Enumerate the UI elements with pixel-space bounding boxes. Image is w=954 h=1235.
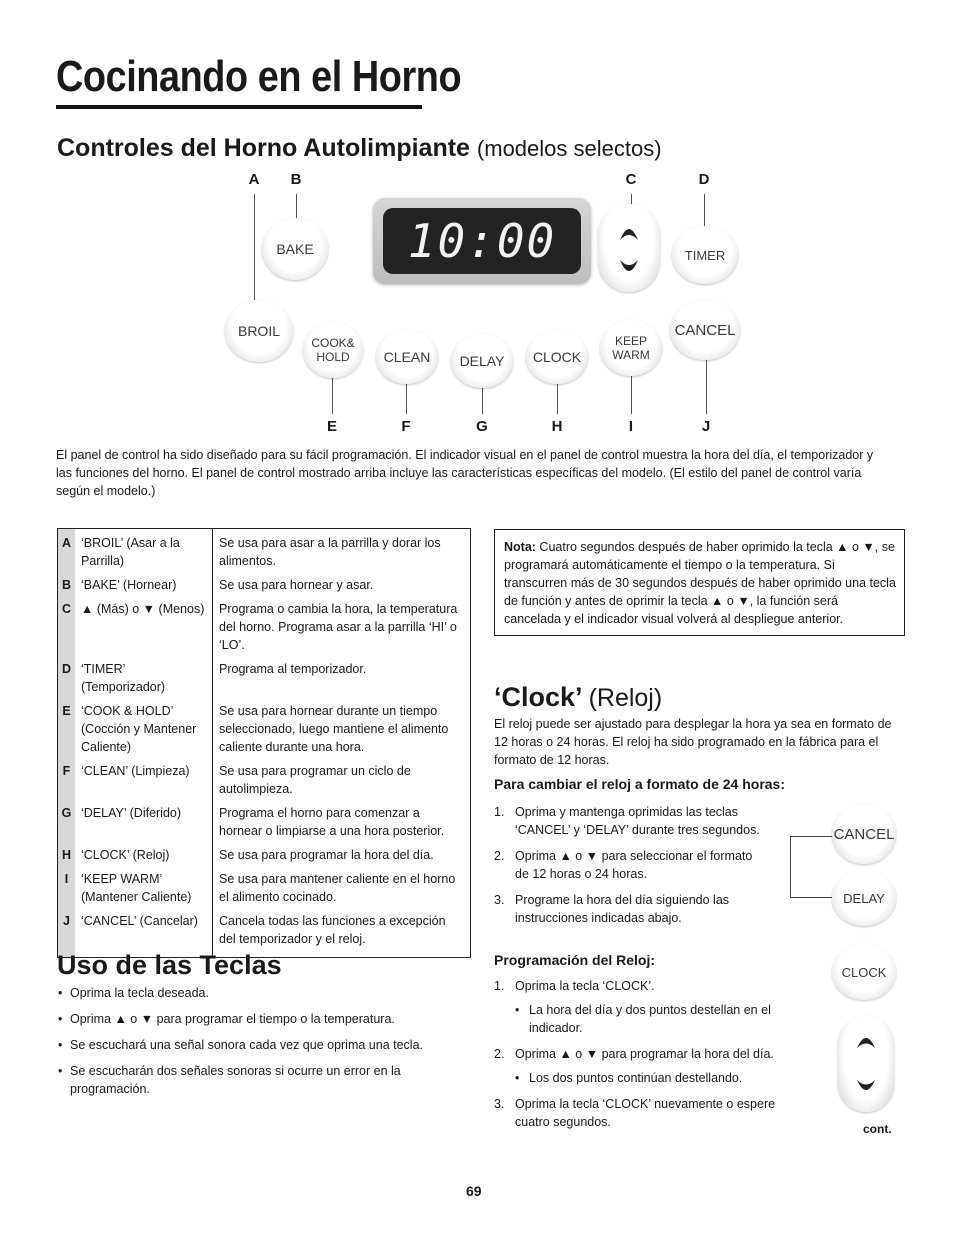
broil-button[interactable]: BROIL: [225, 300, 293, 362]
label-f: F: [401, 418, 411, 435]
row-description: Programa o cambia la hora, la temperatura del horno. Programa asar a la parrilla ‘HI’ o ‘LO’.: [219, 602, 458, 652]
row-name: ‘CANCEL’ (Cancelar): [75, 909, 213, 958]
row-name: ‘COOK & HOLD’ (Cocción y Mantener Caliente): [75, 699, 213, 759]
cook-hold-label-1: COOK&: [311, 336, 355, 350]
section-heading-text: Controles del Horno Autolimpiante: [57, 134, 470, 162]
clock-sub-program: Programación del Reloj:: [494, 952, 656, 968]
label-j: J: [701, 418, 711, 435]
row-key: E: [58, 699, 76, 759]
page-title: Cocinando en el Horno: [56, 52, 462, 101]
leader-f: [406, 382, 407, 414]
continued-label: cont.: [863, 1122, 892, 1136]
page-number: 69: [466, 1183, 482, 1199]
row-key: D: [58, 657, 76, 699]
row-name: ‘TIMER’ (Temporizador): [75, 657, 213, 699]
list-item: [494, 847, 762, 883]
timer-button[interactable]: TIMER: [672, 226, 738, 284]
note-text: Cuatro segundos después de haber oprimido la tecla ▲ o ▼, se programará automáticamente el tiempo o la temperatura. Si transcurren más de 30 segundos después de haber oprimido una tecla de función y antes de oprimir la tecla ▲ o ▼, la función será cancelada y el indicador visual volverá al despliegue anterior.: [504, 540, 896, 626]
row-key: F: [58, 759, 76, 801]
leader-i: [631, 376, 632, 414]
delay-button[interactable]: DELAY: [451, 334, 513, 388]
clock-steps-24h: [494, 803, 762, 935]
row-key: C: [58, 597, 76, 657]
list-item: [494, 977, 804, 995]
step-number: 3.: [494, 893, 505, 907]
table-row: [58, 801, 471, 843]
uso-heading: Uso de las Teclas: [57, 950, 282, 980]
cancel-delay-bracket: [790, 836, 833, 898]
keep-warm-label-1: KEEP: [614, 334, 647, 348]
leader-b: [296, 194, 297, 218]
row-description: Se usa para programar un ciclo de autolimpieza.: [219, 764, 411, 796]
program-steps-list: [494, 1045, 804, 1063]
step-text: Oprima la tecla ‘CLOCK’ nuevamente o espere cuatro segundos.: [515, 1097, 776, 1129]
keep-warm-label-2: WARM: [612, 348, 650, 362]
list-item: • Se escuchará una señal sonora cada vez que oprima una tecla.: [57, 1036, 457, 1054]
leader-g: [482, 388, 483, 414]
table-row: [58, 699, 471, 759]
keep-warm-button[interactable]: [600, 320, 662, 376]
label-e: E: [326, 418, 337, 435]
row-description: Se usa para hornear y asar.: [219, 578, 374, 592]
clean-button[interactable]: CLEAN: [376, 330, 438, 384]
leader-j: [706, 360, 707, 414]
row-name: ‘BROIL’ (Asar a la Parrilla): [75, 529, 213, 574]
section-heading: [57, 134, 662, 163]
table-row: [58, 867, 471, 909]
step-text: Oprima ▲ o ▼ para programar la hora del día.: [515, 1047, 774, 1061]
clock-heading: [494, 682, 662, 713]
display-time: 10:00: [383, 208, 581, 274]
row-description: Programa al temporizador.: [219, 662, 367, 676]
list-item: • Oprima ▲ o ▼ para programar el tiempo o la temperatura.: [57, 1010, 457, 1028]
cook-hold-label-2: HOLD: [316, 350, 350, 364]
row-name: ▲ (Más) o ▼ (Menos): [75, 597, 213, 657]
step-subnote: • La hora del día y dos puntos destellan en el indicador.: [494, 1001, 804, 1037]
bake-button[interactable]: BAKE: [262, 218, 328, 280]
label-b: B: [290, 171, 302, 188]
note-box: [494, 529, 905, 636]
clock-heading-suffix: (Reloj): [588, 684, 663, 712]
table-row: [58, 529, 471, 574]
clock-intro: El reloj puede ser ajustado para desplegar la hora ya sea en formato de 12 horas o 24 horas. El reloj ha sido programado en la fábrica para el formato de 12 horas.: [494, 717, 892, 767]
row-key: J: [58, 909, 76, 958]
note-label: Nota:: [504, 540, 536, 554]
intro-paragraph: El panel de control ha sido diseñado para su fácil programación. El indicador visual en el panel de control muestra la hora del día, el temporizador y las funciones del horno. El panel de control mostrado arriba incluye las características específicas del modelo. (El estilo del panel de control varía según el modelo.): [56, 448, 874, 498]
up-down-arrows-icon: [598, 204, 660, 292]
table-row: [58, 759, 471, 801]
program-steps-list: [494, 1095, 804, 1131]
label-g: G: [476, 418, 488, 435]
row-description: Se usa para asar a la parrilla y dorar los alimentos.: [219, 536, 441, 568]
row-key: B: [58, 573, 76, 597]
clock-sub-24h: Para cambiar el reloj a formato de 24 horas:: [494, 776, 786, 792]
row-key: I: [58, 867, 76, 909]
clock-steps-program: [494, 977, 804, 1139]
table-row: [58, 573, 471, 597]
list-item: [494, 1045, 804, 1063]
row-name: ‘CLOCK’ (Reloj): [75, 843, 213, 867]
step-number: 2.: [494, 849, 505, 863]
side-cancel-button[interactable]: CANCEL: [832, 804, 896, 864]
label-c: C: [625, 171, 637, 188]
side-delay-button[interactable]: DELAY: [832, 870, 896, 926]
cancel-button[interactable]: CANCEL: [670, 300, 740, 360]
label-d: D: [698, 171, 710, 188]
label-a: A: [248, 171, 260, 188]
row-description: Se usa para programar la hora del día.: [219, 848, 434, 862]
label-h: H: [551, 418, 563, 435]
step-text: Oprima y mantenga oprimidas las teclas ‘CANCEL’ y ‘DELAY’ durante tres segundos.: [515, 805, 760, 837]
leader-a: [254, 194, 255, 300]
label-i: I: [628, 418, 634, 435]
side-clock-button[interactable]: CLOCK: [832, 944, 896, 1000]
clock-button[interactable]: CLOCK: [526, 330, 588, 384]
title-underline: [56, 105, 422, 109]
step-subnote: • Los dos puntos continúan destellando.: [494, 1069, 804, 1087]
list-item: [494, 803, 762, 839]
table-row: [58, 657, 471, 699]
step-text: Oprima la tecla ‘CLOCK’.: [515, 979, 655, 993]
row-name: ‘KEEP WARM’ (Mantener Caliente): [75, 867, 213, 909]
step-number: 1.: [494, 979, 505, 993]
program-steps-list: [494, 977, 804, 995]
side-up-down-button[interactable]: [838, 1016, 894, 1112]
step-text: Oprima ▲ o ▼ para seleccionar el formato de 12 horas o 24 horas.: [515, 849, 753, 881]
list-item: • Oprima la tecla deseada.: [57, 984, 457, 1002]
row-description: Cancela todas las funciones a excepción del temporizador y el reloj.: [219, 914, 446, 946]
step-number: 1.: [494, 805, 505, 819]
row-description: Se usa para hornear durante un tiempo seleccionado, luego mantiene el alimento caliente durante una hora.: [219, 704, 449, 754]
controls-table: [57, 528, 471, 958]
row-name: ‘BAKE’ (Hornear): [75, 573, 213, 597]
list-item: • Se escucharán dos señales sonoras si ocurre un error en la programación.: [57, 1062, 457, 1098]
display-panel: [373, 198, 591, 284]
leader-d: [704, 194, 705, 228]
table-row: [58, 597, 471, 657]
table-row: [58, 843, 471, 867]
row-key: G: [58, 801, 76, 843]
section-heading-suffix: (modelos selectos): [476, 136, 662, 161]
row-key: A: [58, 529, 76, 574]
row-name: ‘CLEAN’ (Limpieza): [75, 759, 213, 801]
cook-hold-button[interactable]: [303, 322, 363, 378]
row-description: Programa el horno para comenzar a hornear o limpiarse a una hora posterior.: [219, 806, 445, 838]
leader-h: [557, 382, 558, 414]
leader-e: [332, 376, 333, 414]
list-item: [494, 1095, 804, 1131]
step-number: 3.: [494, 1097, 505, 1111]
uso-list: [57, 984, 457, 1106]
row-description: Se usa para mantener caliente en el horno el alimento cocinado.: [219, 872, 456, 904]
up-down-arrows-icon: [838, 1016, 894, 1112]
row-key: H: [58, 843, 76, 867]
step-text: Programe la hora del día siguiendo las instrucciones indicadas abajo.: [515, 893, 730, 925]
row-name: ‘DELAY’ (Diferido): [75, 801, 213, 843]
step-number: 2.: [494, 1047, 505, 1061]
up-down-button[interactable]: [598, 204, 660, 292]
clock-heading-text: ‘Clock’: [494, 682, 582, 712]
list-item: [494, 891, 762, 927]
